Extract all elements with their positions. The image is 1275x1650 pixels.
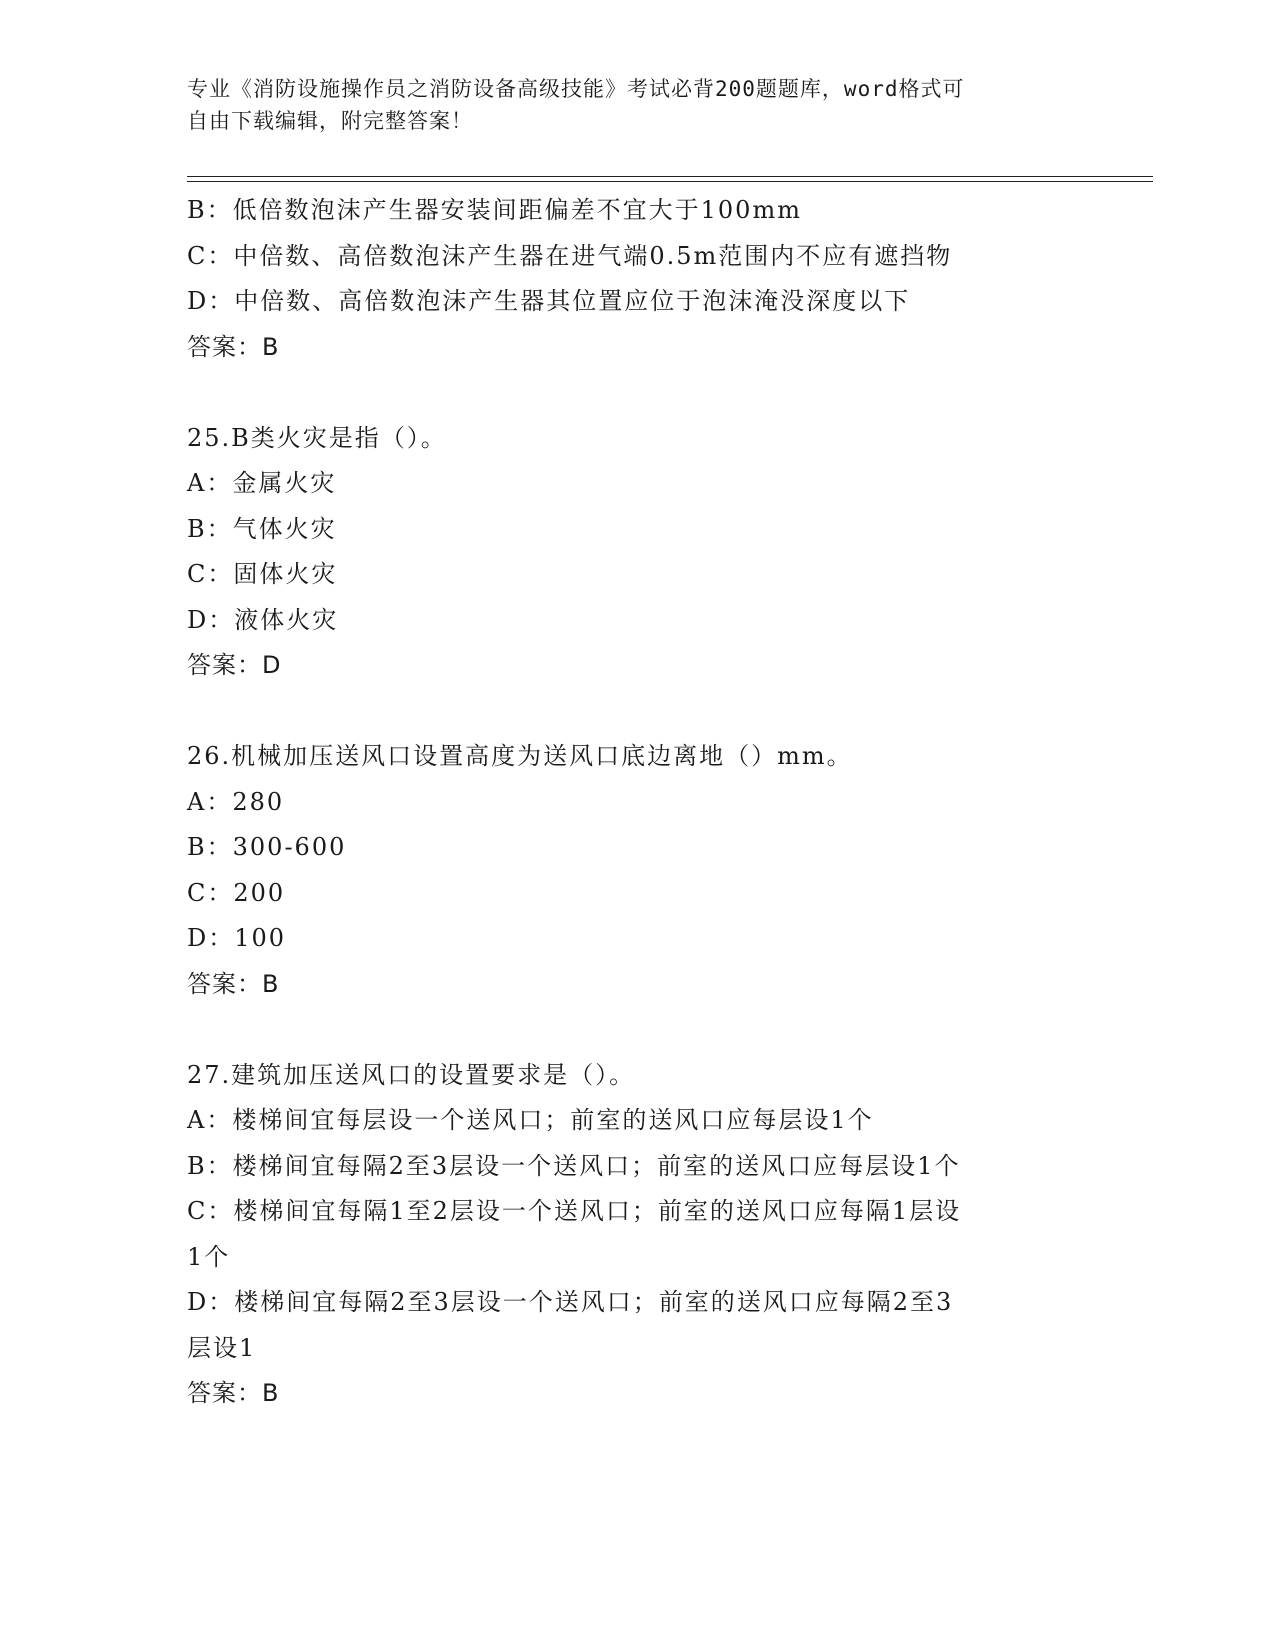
question-24 xyxy=(187,188,1087,370)
document-header xyxy=(187,73,1087,137)
question-text: 25.B类火灾是指（）。 xyxy=(187,423,447,452)
answer: 答案：B xyxy=(187,969,280,998)
header-line-2: 自由下载编辑，附完整答案！ xyxy=(187,109,473,133)
question-26 xyxy=(187,734,1087,1007)
option-d: D：100 xyxy=(187,924,287,952)
answer: 答案：D xyxy=(187,651,282,679)
header-divider-bottom xyxy=(187,181,1153,182)
option-b: B：300-600 xyxy=(187,833,347,861)
question-text: 26.机械加压送风口设置高度为送风口底边离地（）mm。 xyxy=(187,742,853,770)
answer: 答案：B xyxy=(187,1379,280,1407)
question-27 xyxy=(187,1053,1087,1417)
spacer xyxy=(187,689,1087,735)
spacer xyxy=(187,370,1087,416)
option-c: C：200 xyxy=(187,878,286,907)
option-d-line-1: D：楼梯间宜每隔2至3层设一个送风口；前室的送风口应每隔2至3 xyxy=(187,1288,954,1316)
question-text: 27.建筑加压送风口的设置要求是（）。 xyxy=(187,1060,636,1089)
option-c-line-1: C：楼梯间宜每隔1至2层设一个送风口；前室的送风口应每隔1层设 xyxy=(187,1197,962,1225)
header-divider-top xyxy=(187,176,1153,177)
option-b: B：气体火灾 xyxy=(187,514,337,543)
option-b: B：低倍数泡沫产生器安装间距偏差不宜大于100mm xyxy=(187,196,802,224)
option-a: A：楼梯间宜每层设一个送风口；前室的送风口应每层设1个 xyxy=(187,1106,874,1134)
header-line-1: 专业《消防设施操作员之消防设备高级技能》考试必背200题题库，word格式可 xyxy=(187,77,965,101)
option-c: C：中倍数、高倍数泡沫产生器在进气端0.5m范围内不应有遮挡物 xyxy=(187,241,953,270)
option-c-line-2: 1个 xyxy=(187,1242,231,1271)
answer: 答案：B xyxy=(187,332,280,361)
option-a: A：280 xyxy=(187,787,285,816)
question-25 xyxy=(187,416,1087,689)
spacer xyxy=(187,1007,1087,1053)
option-d: D：中倍数、高倍数泡沫产生器其位置应位于泡沫淹没深度以下 xyxy=(187,287,911,315)
option-c: C：固体火灾 xyxy=(187,560,338,588)
option-d-line-2: 层设1 xyxy=(187,1333,257,1362)
option-b: B：楼梯间宜每隔2至3层设一个送风口；前室的送风口应每层设1个 xyxy=(187,1151,961,1180)
option-d: D：液体火灾 xyxy=(187,605,339,634)
option-a: A：金属火灾 xyxy=(187,469,337,497)
question-list xyxy=(187,188,1087,1417)
